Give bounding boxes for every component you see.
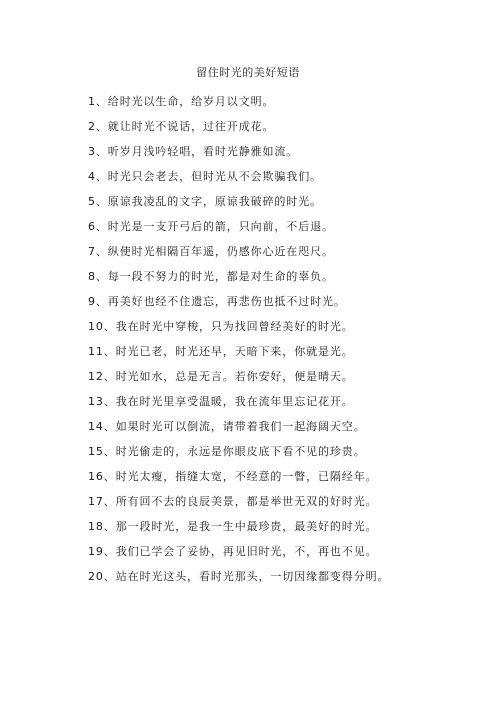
phrase-line-12: 12、时光如水，总是无言。若你安好，便是晴天。	[88, 370, 354, 383]
phrase-line-1: 1、给时光以生命，给岁月以文明。	[88, 95, 275, 108]
phrase-line-9: 9、再美好也经不住遗忘，再悲伤也抵不过时光。	[88, 295, 346, 308]
phrase-line-8: 8、每一段不努力的时光，都是对生命的辜负。	[88, 270, 334, 283]
phrase-line-10: 10、我在时光中穿梭，只为找回曾经美好的时光。	[88, 320, 354, 333]
phrase-line-16: 16、时光太瘦，指缝太宽，不经意的一瞥，已隔经年。	[88, 470, 378, 483]
phrase-line-4: 4、时光只会老去，但时光从不会欺骗我们。	[88, 170, 322, 183]
phrase-line-15: 15、时光偷走的，永远是你眼皮底下看不见的珍贵。	[88, 445, 366, 458]
phrase-line-14: 14、如果时光可以倒流，请带着我们一起海阔天空。	[88, 420, 366, 433]
phrase-line-19: 19、我们已学会了妥协，再见旧时光，不，再也不见。	[88, 545, 378, 558]
phrase-line-3: 3、听岁月浅吟轻唱，看时光静雅如流。	[88, 145, 299, 158]
phrase-line-2: 2、就让时光不说话，过往开成花。	[88, 120, 275, 133]
phrase-line-6: 6、时光是一支开弓后的箭，只向前，不后退。	[88, 220, 334, 233]
phrase-line-13: 13、我在时光里享受温暖，我在流年里忘记花开。	[88, 395, 354, 408]
document-title: 留住时光的美好短语	[196, 66, 300, 79]
phrase-line-7: 7、纵使时光相隔百年遥，仍感你心近在咫尺。	[88, 245, 334, 258]
phrase-line-5: 5、原谅我凌乱的文字，原谅我破碎的时光。	[88, 195, 322, 208]
phrase-line-11: 11、时光已老，时光还早，天暗下来，你就是光。	[88, 345, 354, 358]
phrase-line-17: 17、所有回不去的良辰美景，都是举世无双的好时光。	[88, 495, 378, 508]
phrase-line-20: 20、站在时光这头，看时光那头，一切因缘都变得分明。	[88, 570, 390, 583]
phrase-line-18: 18、那一段时光，是我一生中最珍贵，最美好的时光。	[88, 520, 378, 533]
